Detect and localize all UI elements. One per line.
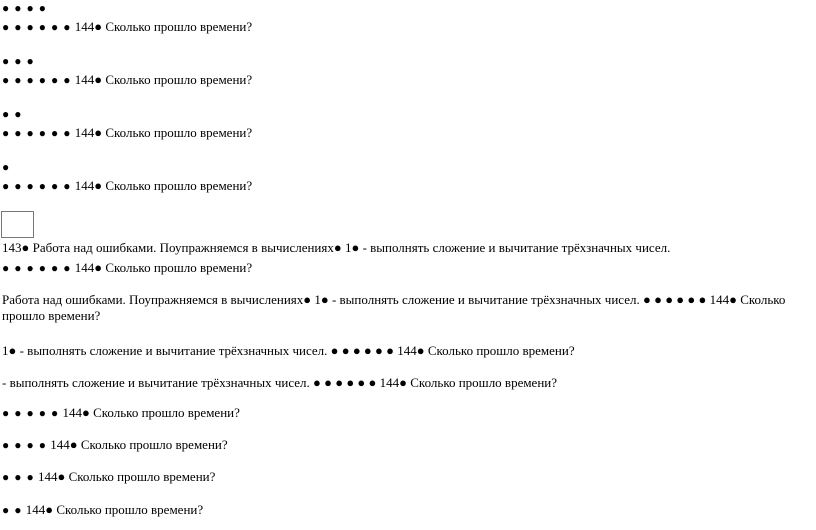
dot-row-9 [2,260,252,276]
line-text: 144● Сколько прошло времени? [22,502,204,517]
line-text: 144● Сколько прошло времени? [71,72,253,87]
dot-row-4 [2,72,252,88]
text-line-143 [2,240,670,256]
line-text: 144● Сколько прошло времени? [47,437,228,452]
text-line-1 [2,343,575,359]
dot-row-12 [2,469,215,485]
line-text: 144● Сколько прошло времени? [71,19,253,34]
bullet-dots: ● [2,160,11,174]
bullet-dots: ● ● ● ● ● ● [2,20,72,34]
bullet-dots: ● ● ● ● ● ● [2,179,72,193]
bullet-dots: ● ● ● [2,54,35,68]
line-text: 144● Сколько прошло времени? [34,469,216,484]
bullet-dots: ● ● ● ● [2,438,47,452]
dot-row-5 [2,106,23,122]
line-text: 144● Сколько прошло времени? [59,405,240,420]
wrapped-paragraph [2,292,808,324]
dot-row-8 [2,178,252,194]
bullet-dots: ● ● ● ● ● ● [2,261,72,275]
line-text: 143● Работа над ошибками. Поупражняемся в вычислениях● 1● - выполнять сложение и вычитание трёхзначных чисел. [2,240,671,255]
dot-row-6 [2,125,252,141]
line-text: 144● Сколько прошло времени? [71,125,253,140]
dot-row-11 [2,437,228,453]
dot-row-3 [2,53,35,69]
line-text: 1● - выполнять сложение и вычитание трёхзначных чисел. ● ● ● ● ● ● 144● Сколько прошло времени? [2,343,575,358]
bullet-dots: ● ● ● ● ● ● [2,73,72,87]
dot-row-1 [2,0,47,16]
bullet-dots: ● ● [2,107,23,121]
line-text: 144● Сколько прошло времени? [71,178,253,193]
bullet-dots: ● ● ● ● [2,1,47,15]
dot-row-13 [2,502,203,518]
dot-row-7 [2,159,10,175]
dot-row-10 [2,405,240,421]
bullet-dots: ● ● [2,503,23,517]
text-line-2 [2,375,557,391]
bullet-dots: ● ● ● [2,470,35,484]
bullet-dots: ● ● ● ● ● ● [2,126,72,140]
bullet-dots: ● ● ● ● ● [2,406,60,420]
empty-image-placeholder [1,211,34,238]
dot-row-2 [2,19,252,35]
line-text: - выполнять сложение и вычитание трёхзначных чисел. ● ● ● ● ● ● 144● Сколько прошло времени? [2,375,558,390]
line-text: 144● Сколько прошло времени? [71,260,253,275]
line-text: Работа над ошибками. Поупражняемся в вычислениях● 1● - выполнять сложение и вычитание трёхзначных чисел. ● ● ● ● ● ● 144● Сколько прошло времени? [2,292,786,323]
